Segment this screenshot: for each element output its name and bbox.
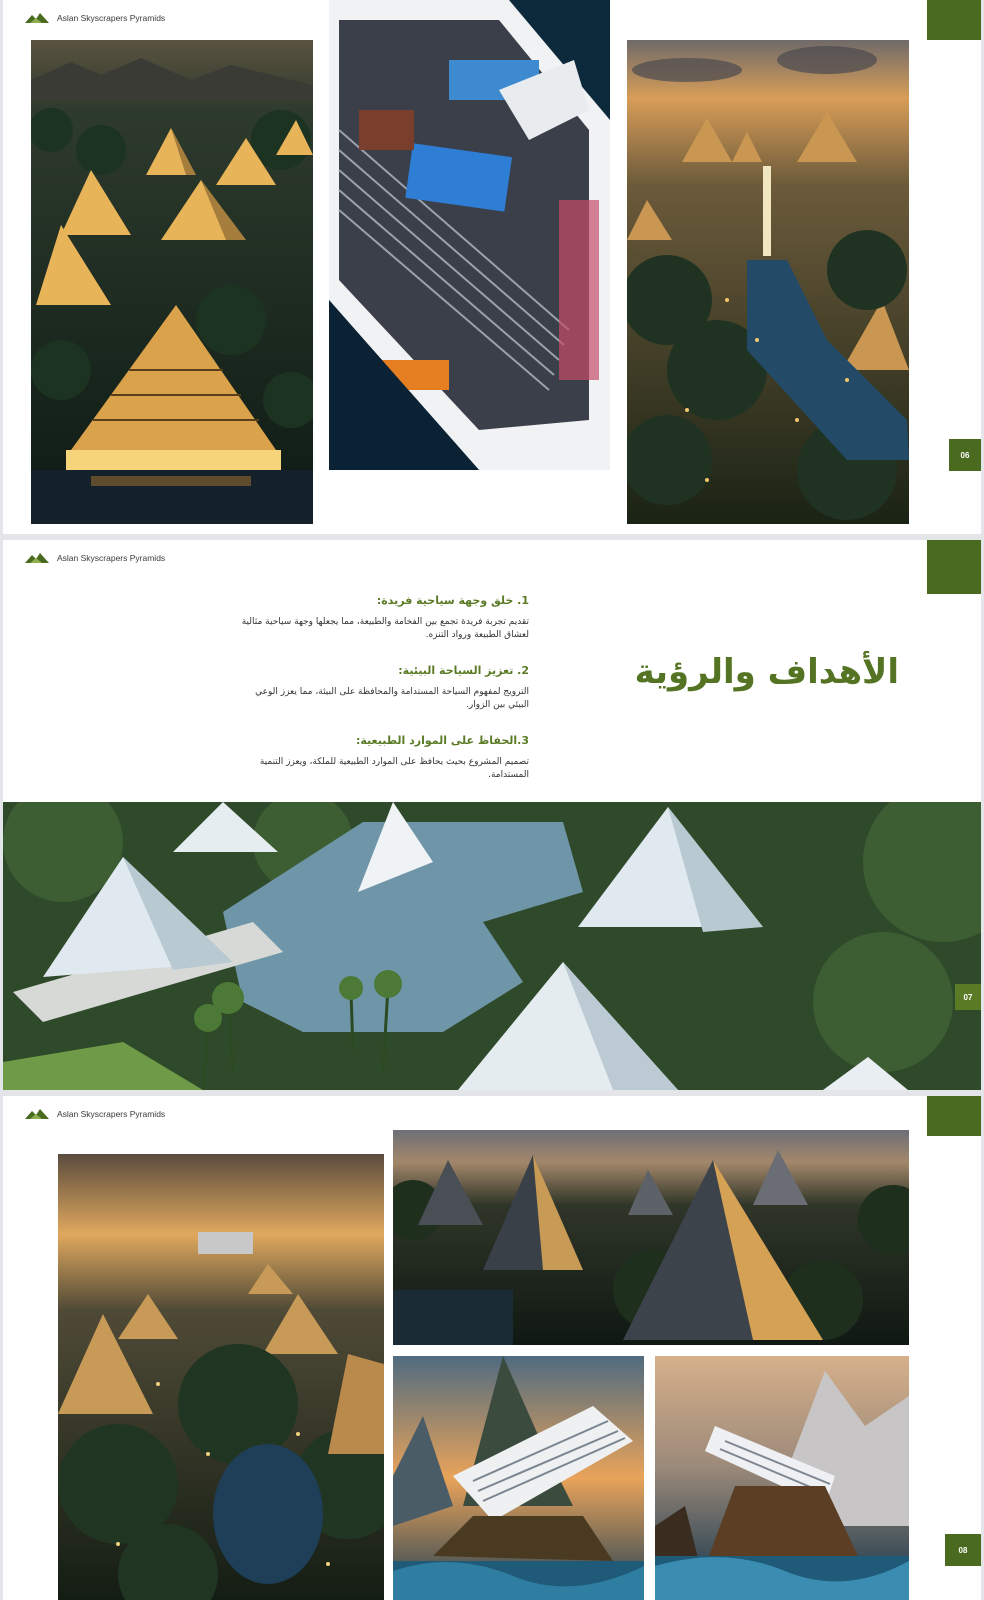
- goal-item: [239, 594, 529, 642]
- brand-header: [25, 12, 165, 24]
- pyramids-canal-sunset-image: [627, 40, 909, 524]
- goal-body: تقديم تجربة فريدة تجمع بين الفخامة والطبيعة، مما يجعلها وجهة سياحية مثالية لعشاق الطبيعة ورواد التنزه.: [241, 617, 529, 640]
- goal-body: الترويج لمفهوم السياحة المستدامة والمحافظة على البيئة، مما يعزز الوعي البيئي بين الزوار.: [255, 687, 529, 710]
- pyramid-villas-palms-image: [393, 1130, 909, 1345]
- cruise-ship-deck-image: [329, 0, 610, 470]
- goal-item: [239, 664, 529, 712]
- pyramid-city-aerial-image: [58, 1154, 384, 1600]
- corner-tab: [927, 540, 981, 594]
- brand-name: Aslan Skyscrapers Pyramids: [57, 553, 166, 563]
- page-number: 08: [945, 1534, 981, 1566]
- pyramid-resort-night-image: [31, 40, 313, 524]
- slide-06: [3, 0, 981, 534]
- mountain-logo-icon: [25, 1108, 49, 1120]
- slide-07: [3, 540, 981, 1090]
- brand-header: [25, 552, 165, 564]
- mountain-logo-icon: [25, 12, 49, 24]
- brand-header: [25, 1108, 165, 1120]
- goal-body: تصميم المشروع بحيث يحافظ على الموارد الطبيعية للملكة، ويعزز التنمية المستدامة.: [259, 757, 529, 780]
- brand-name: Aslan Skyscrapers Pyramids: [57, 13, 166, 23]
- page-number: 07: [955, 984, 981, 1010]
- goal-heading: 2. تعزيز السياحة البيئية:: [398, 664, 529, 677]
- slide-08: [3, 1096, 981, 1600]
- goals-title: الأهداف والرؤية: [634, 652, 899, 692]
- goal-heading: 3.الحفاظ على الموارد الطبيعية:: [355, 734, 529, 747]
- brand-name: Aslan Skyscrapers Pyramids: [57, 1109, 166, 1119]
- cruise-ship-mountain-left-image: [393, 1356, 644, 1600]
- page-number: 06: [949, 439, 981, 471]
- cruise-ship-mountain-right-image: [655, 1356, 909, 1600]
- goal-item: [239, 734, 529, 782]
- glass-pyramids-lake-image: [3, 802, 981, 1090]
- corner-tab: [927, 0, 981, 40]
- goal-heading: 1. خلق وجهة سياحية فريدة:: [376, 594, 529, 607]
- mountain-logo-icon: [25, 552, 49, 564]
- corner-tab: [927, 1096, 981, 1136]
